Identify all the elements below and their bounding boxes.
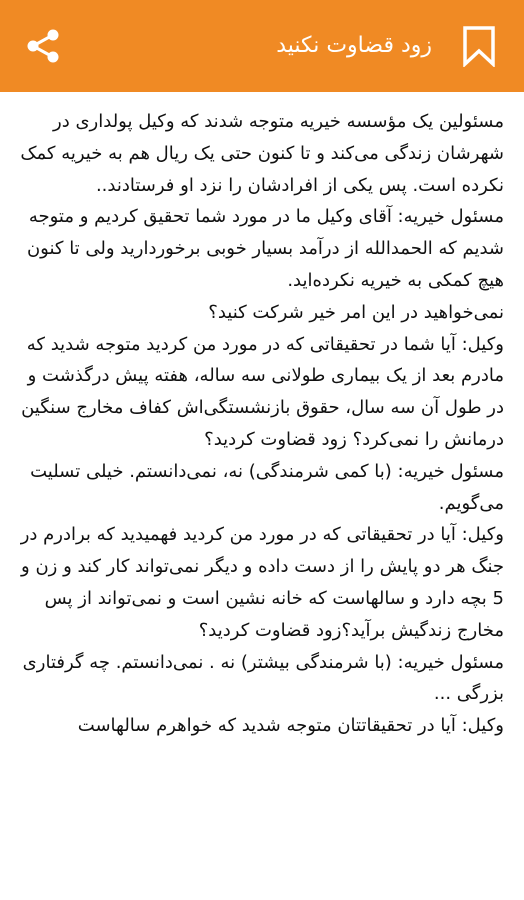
share-icon [24, 26, 64, 70]
story-paragraph: مادرم بعد از یک بیماری طولانی سه ساله، هفته پیش درگذشت و در طول آن سه سال، حقوق بازنشستگی‌اش کفاف مخارج سنگین درمانش را نمی‌کرد؟ زود قضاوت کردید؟ [21, 365, 504, 450]
story-paragraph: مسئول خیریه: آقای وکیل ما در مورد شما تحقیق کردیم و متوجه شدیم که الحمدالله از درآمد بسیار خوبی برخوردارید ولی تا کنون هیچ کمکی به خیریه نکرده‌اید. [26, 206, 504, 291]
page-title: زود قضاوت نکنید [276, 33, 432, 58]
bookmark-icon [462, 25, 496, 71]
story-paragraph: مسئول خیریه: (با شرمندگی بیشتر) نه . نمی‌دانستم. چه گرفتاری بزرگی ... [22, 651, 504, 705]
story-paragraph: مسئولین یک مؤسسه خیریه متوجه شدند که وکیل پولداری در شهرشان زندگی می‌کند و تا کنون حتی یک ریال هم به خیریه کمک نکرده است. پس یکی از افرادشان را نزد او فرستادند.. [20, 111, 504, 196]
story-paragraph: وکیل: آیا شما در تحقیقاتی که در مورد من کردید متوجه شدید که [26, 333, 504, 355]
share-button[interactable] [22, 26, 66, 70]
bookmark-button[interactable] [460, 26, 498, 70]
story-paragraph: وکیل: آیا در تحقیقاتی که در مورد من کردید فهمیدید که برادرم در جنگ هر دو پایش را از دست داده و دیگر نمی‌تواند کار کند و زن و 5 بچه دارد و سالهاست که خانه نشین است و نمی‌تواند از پس مخارج زندگیش برآید؟زود قضاوت کردید؟ [20, 524, 504, 641]
story-content[interactable] [0, 92, 524, 900]
app-bar [0, 0, 524, 92]
story-paragraph: مسئول خیریه: (با کمی شرمندگی) نه، نمی‌دانستم. خیلی تسلیت می‌گویم. [30, 460, 504, 514]
story-paragraph: نمی‌خواهید در این امر خیر شرکت کنید؟ [208, 301, 504, 323]
story-paragraph: وکیل: آیا در تحقیقاتتان متوجه شدید که خواهرم سالهاست [77, 715, 504, 737]
story-text [20, 106, 504, 742]
